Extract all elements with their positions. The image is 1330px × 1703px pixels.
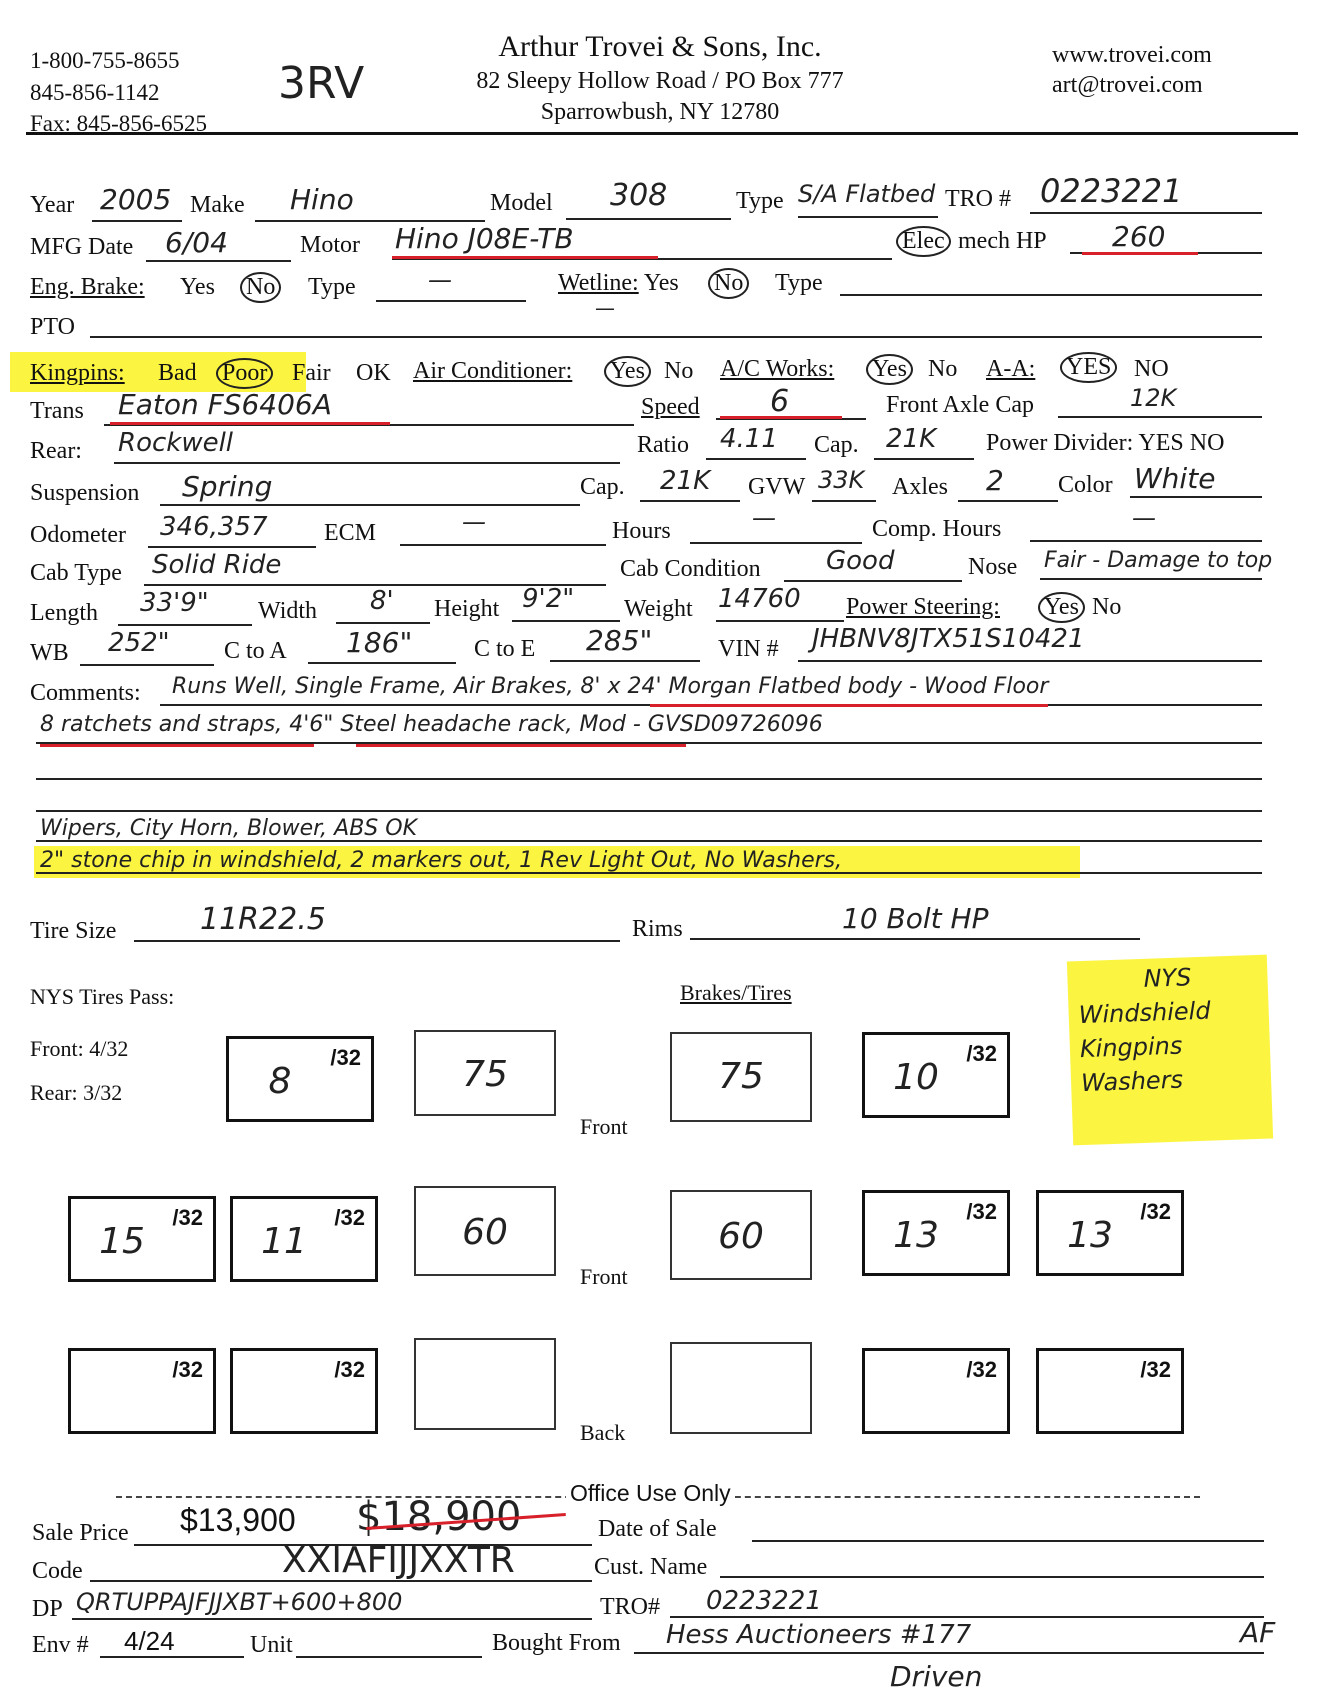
comment-1-red-underline xyxy=(650,704,1048,707)
cab-condition-value[interactable]: Good xyxy=(826,546,895,576)
nose-label: Nose xyxy=(968,554,1018,580)
trans-label: Trans xyxy=(30,398,84,424)
hours-value[interactable]: — xyxy=(752,504,776,532)
ecm-value[interactable]: — xyxy=(462,508,486,536)
unit-field[interactable] xyxy=(296,1656,482,1658)
pto-label: PTO xyxy=(30,314,75,340)
ac-works-label: A/C Works: xyxy=(720,356,835,382)
eng-brake-yes: Yes xyxy=(180,274,215,300)
handwritten-code: 3RV xyxy=(278,58,365,109)
make-value[interactable]: Hino xyxy=(290,183,354,216)
tire-r1-inner-right[interactable] xyxy=(862,1190,1010,1276)
rear-requirement: Rear: 3/32 xyxy=(30,1080,123,1105)
wetline-no-circled: No xyxy=(708,268,749,299)
wet-type-label: Type xyxy=(775,270,823,296)
comp-hours-value[interactable]: — xyxy=(1132,504,1156,532)
cust-name-label: Cust. Name xyxy=(594,1554,708,1580)
rear-label: Rear: xyxy=(30,438,82,464)
brake-front-left-value: 75 xyxy=(462,1054,508,1095)
tire-r2-inner-left[interactable] xyxy=(230,1348,378,1434)
tire-r1-inner-left[interactable] xyxy=(230,1196,378,1282)
tire-front-left-value: 8 xyxy=(268,1061,292,1102)
tire-r1-outer-left-value: 15 xyxy=(99,1221,145,1262)
type-value[interactable]: S/A Flatbed xyxy=(798,180,936,208)
bought-from-value[interactable]: Hess Auctioneers #177 xyxy=(666,1620,972,1650)
wet-type-value[interactable]: — xyxy=(595,296,615,320)
gvw-value[interactable]: 33K xyxy=(818,466,865,494)
cab-type-label: Cab Type xyxy=(30,560,122,586)
tire-front-left-tread[interactable] xyxy=(226,1036,374,1122)
hp-red-underline xyxy=(1082,252,1198,255)
hp-value[interactable]: 260 xyxy=(1112,220,1166,253)
eng-type-label: Type xyxy=(308,274,356,300)
axles-value[interactable]: 2 xyxy=(986,464,1004,497)
per32-label: /32 xyxy=(334,1205,365,1230)
width-value[interactable]: 8' xyxy=(370,586,394,616)
unit-label: Unit xyxy=(250,1632,293,1658)
comment-2b-red-underline xyxy=(356,744,686,747)
c-to-a-label: C to A xyxy=(224,638,287,664)
nose-value[interactable]: Fair - Damage to top xyxy=(1044,548,1273,573)
rear-cap-label: Cap. xyxy=(814,432,859,458)
comment-line-5[interactable]: Wipers, City Horn, Blower, ABS OK xyxy=(40,816,417,841)
company-address-1: 82 Sleepy Hollow Road / PO Box 777 xyxy=(476,68,844,94)
comment-line-1[interactable]: Runs Well, Single Frame, Air Brakes, 8' x 24' Morgan Flatbed body - Wood Floor xyxy=(172,674,1049,699)
year-label: Year xyxy=(30,192,75,218)
brake-front-right[interactable] xyxy=(670,1032,812,1122)
brake-r1-right-value: 60 xyxy=(718,1216,764,1257)
rims-label: Rims xyxy=(632,916,683,942)
brake-r2-right[interactable] xyxy=(670,1342,812,1434)
brakes-tires-label: Brakes/Tires xyxy=(680,980,792,1005)
susp-cap-label: Cap. xyxy=(580,474,625,500)
sale-price-typed[interactable]: $13,900 xyxy=(180,1502,296,1538)
bought-from-label: Bought From xyxy=(492,1630,621,1656)
power-steering-yes-circled: Yes xyxy=(1038,592,1085,623)
length-label: Length xyxy=(30,600,98,626)
cust-name-field[interactable] xyxy=(720,1576,1264,1578)
comments-label: Comments: xyxy=(30,680,141,706)
mfg-date-value[interactable]: 6/04 xyxy=(165,226,228,259)
back-label: Back xyxy=(580,1420,626,1445)
length-value[interactable]: 33'9" xyxy=(140,588,209,618)
per32-label: /32 xyxy=(966,1199,997,1224)
power-steering-label: Power Steering: xyxy=(846,594,1000,620)
tro-label: TRO # xyxy=(945,186,1011,212)
company-email: art@trovei.com xyxy=(1052,72,1203,98)
rims-value[interactable]: 10 Bolt HP xyxy=(842,902,989,935)
dp-label: DP xyxy=(32,1596,63,1622)
kingpins-label: Kingpins: xyxy=(30,360,125,386)
wetline-yes: Yes xyxy=(643,270,679,296)
tro2-value[interactable]: 0223221 xyxy=(706,1586,822,1616)
mfg-date-label: MFG Date xyxy=(30,234,134,260)
aa-yes-circled: YES xyxy=(1060,352,1117,383)
front-axle-cap-label: Front Axle Cap xyxy=(886,392,1034,418)
weight-label: Weight xyxy=(624,596,693,622)
sale-price-handwritten: $18,900 xyxy=(356,1494,522,1540)
dp-value[interactable]: QRTUPPAJFJJXBT+600+800 xyxy=(76,1588,403,1616)
ratio-value[interactable]: 4.11 xyxy=(720,424,778,454)
eng-brake-label: Eng. Brake: xyxy=(30,274,145,300)
pto-line[interactable] xyxy=(90,336,1262,338)
vin-value[interactable]: JHBNV8JTX51S10421 xyxy=(812,624,1085,654)
tire-front-right-tread[interactable] xyxy=(862,1032,1010,1118)
per32-label: /32 xyxy=(172,1205,203,1230)
cab-condition-label: Cab Condition xyxy=(620,556,761,582)
per32-label: /32 xyxy=(966,1357,997,1382)
rear-cap-value[interactable]: 21K xyxy=(886,424,937,454)
odometer-label: Odometer xyxy=(30,522,126,548)
odometer-value[interactable]: 346,357 xyxy=(160,512,268,542)
kingpins-poor-circled: Poor xyxy=(216,358,273,389)
tire-r1-inner-left-value: 11 xyxy=(261,1221,307,1262)
axles-label: Axles xyxy=(892,474,948,500)
ecm-label: ECM xyxy=(324,520,377,546)
wb-label: WB xyxy=(30,640,69,666)
model-label: Model xyxy=(490,190,553,216)
tire-r1-inner-right-value: 13 xyxy=(893,1215,939,1256)
trans-red-underline xyxy=(110,422,390,425)
hours-label: Hours xyxy=(612,518,671,544)
speed-value[interactable]: 6 xyxy=(770,384,790,419)
motor-value[interactable]: Hino J08E-TB xyxy=(395,222,574,255)
c-to-e-value[interactable]: 285" xyxy=(586,624,653,657)
ac-works-no: No xyxy=(928,356,958,382)
comment-2a-red-underline xyxy=(40,744,314,747)
front-label-2: Front xyxy=(580,1264,628,1289)
company-address-2: Sparrowbush, NY 12780 xyxy=(540,99,780,125)
eng-brake-no-circled: No xyxy=(240,272,281,303)
width-label: Width xyxy=(258,598,318,624)
mech-hp-label: mech HP xyxy=(958,228,1047,254)
sticky-note-line-3: Kingpins xyxy=(1079,1031,1183,1064)
driven-note: Driven xyxy=(890,1660,983,1693)
tire-front-right-value: 10 xyxy=(893,1057,939,1098)
tire-r1-outer-right-value: 13 xyxy=(1067,1215,1113,1256)
comp-hours-label: Comp. Hours xyxy=(872,516,1002,542)
suspension-value[interactable]: Spring xyxy=(182,470,273,503)
sticky-note-line-1: NYS xyxy=(1143,963,1192,993)
phone-2: 845-856-1142 xyxy=(30,80,160,105)
color-value[interactable]: White xyxy=(1134,462,1216,495)
front-axle-cap-value[interactable]: 12K xyxy=(1130,384,1177,412)
front-requirement: Front: 4/32 xyxy=(30,1036,129,1061)
date-of-sale-field[interactable] xyxy=(752,1540,1264,1542)
tire-r2-outer-right[interactable] xyxy=(1036,1348,1184,1434)
ac-no: No xyxy=(664,358,694,384)
per32-label: /32 xyxy=(334,1357,365,1382)
per32-label: /32 xyxy=(966,1041,997,1066)
fax-number: Fax: 845-856-6525 xyxy=(30,111,207,136)
year-value[interactable]: 2005 xyxy=(100,183,172,216)
make-label: Make xyxy=(190,192,245,218)
sale-price-label: Sale Price xyxy=(32,1520,129,1546)
ac-works-yes-circled: Yes xyxy=(866,354,913,385)
tire-size-label: Tire Size xyxy=(30,918,117,944)
code-label: Code xyxy=(32,1558,83,1584)
tire-r1-outer-right[interactable] xyxy=(1036,1190,1184,1276)
brake-front-right-value: 75 xyxy=(718,1056,764,1097)
ac-yes-circled: Yes xyxy=(604,356,651,387)
elec-circled: Elec xyxy=(896,226,951,257)
per32-label: /32 xyxy=(172,1357,203,1382)
per32-label: /32 xyxy=(1140,1357,1171,1382)
c-to-a-value[interactable]: 186" xyxy=(346,626,413,659)
aa-no: NO xyxy=(1134,356,1169,382)
per32-label: /32 xyxy=(330,1045,361,1070)
type-label: Type xyxy=(736,188,784,214)
tire-size-value[interactable]: 11R22.5 xyxy=(200,902,326,937)
height-label: Height xyxy=(434,596,500,622)
cab-type-value[interactable]: Solid Ride xyxy=(152,550,282,580)
vin-label: VIN # xyxy=(718,636,779,662)
air-conditioner-label: Air Conditioner: xyxy=(413,358,573,384)
front-label-1: Front xyxy=(580,1114,628,1139)
aa-label: A-A: xyxy=(986,356,1036,382)
kingpins-fair: Fair xyxy=(292,360,331,386)
office-use-only-label: Office Use Only xyxy=(566,1480,735,1507)
tro-value[interactable]: 0223221 xyxy=(1040,172,1183,210)
tire-r2-outer-left[interactable] xyxy=(68,1348,216,1434)
sticky-note-line-2: Windshield xyxy=(1078,996,1212,1030)
susp-cap-value[interactable]: 21K xyxy=(660,466,711,496)
weight-value[interactable]: 14760 xyxy=(718,584,801,614)
suspension-label: Suspension xyxy=(30,480,140,506)
speed-label: Speed xyxy=(641,394,700,420)
eng-type-value[interactable]: — xyxy=(428,266,452,294)
per32-label: /32 xyxy=(1140,1199,1171,1224)
gvw-label: GVW xyxy=(748,474,806,500)
env-value[interactable]: 4/24 xyxy=(124,1626,175,1656)
date-of-sale-label: Date of Sale xyxy=(598,1516,717,1542)
speed-red-underline xyxy=(720,416,842,419)
brake-r1-left-value: 60 xyxy=(462,1212,508,1253)
rear-value[interactable]: Rockwell xyxy=(118,428,234,458)
kingpins-ok: OK xyxy=(356,360,391,386)
env-label: Env # xyxy=(32,1632,89,1658)
model-value[interactable]: 308 xyxy=(610,178,668,213)
brake-r2-left[interactable] xyxy=(414,1338,556,1430)
height-value[interactable]: 9'2" xyxy=(522,584,575,614)
c-to-e-label: C to E xyxy=(474,636,536,662)
motor-red-underline xyxy=(392,256,658,259)
wetline-label: Wetline: xyxy=(558,270,639,296)
company-name: Arthur Trovei & Sons, Inc. xyxy=(498,30,822,63)
nys-tires-pass-label: NYS Tires Pass: xyxy=(30,984,175,1009)
kingpins-bad: Bad xyxy=(158,360,197,386)
power-steering-no: No xyxy=(1092,594,1122,620)
power-divider-label: Power Divider: YES NO xyxy=(986,430,1225,456)
company-website: www.trovei.com xyxy=(1052,42,1212,68)
tro2-label: TRO# xyxy=(600,1594,660,1620)
brake-r1-right[interactable] xyxy=(670,1190,812,1280)
wb-value[interactable]: 252" xyxy=(108,628,170,658)
phone-1: 1-800-755-8655 xyxy=(30,48,180,73)
brake-front-left[interactable] xyxy=(414,1030,556,1116)
color-label: Color xyxy=(1058,472,1113,498)
ratio-label: Ratio xyxy=(637,432,689,458)
code-value[interactable]: XXIAFIJJXXTR xyxy=(282,1540,515,1581)
sticky-note xyxy=(1067,955,1273,1146)
comment-line-2[interactable]: 8 ratchets and straps, 4'6" Steel headache rack, Mod - GVSD09726096 xyxy=(40,712,823,737)
initials: AF xyxy=(1240,1616,1276,1649)
header-rule xyxy=(26,132,1298,135)
comment-line-6[interactable]: 2" stone chip in windshield, 2 markers out, 1 Rev Light Out, No Washers, xyxy=(40,848,843,873)
brake-r1-left[interactable] xyxy=(414,1186,556,1276)
motor-label: Motor xyxy=(300,232,360,258)
trans-value[interactable]: Eaton FS6406A xyxy=(118,388,332,421)
tire-r2-inner-right[interactable] xyxy=(862,1348,1010,1434)
sticky-note-line-4: Washers xyxy=(1080,1065,1184,1098)
